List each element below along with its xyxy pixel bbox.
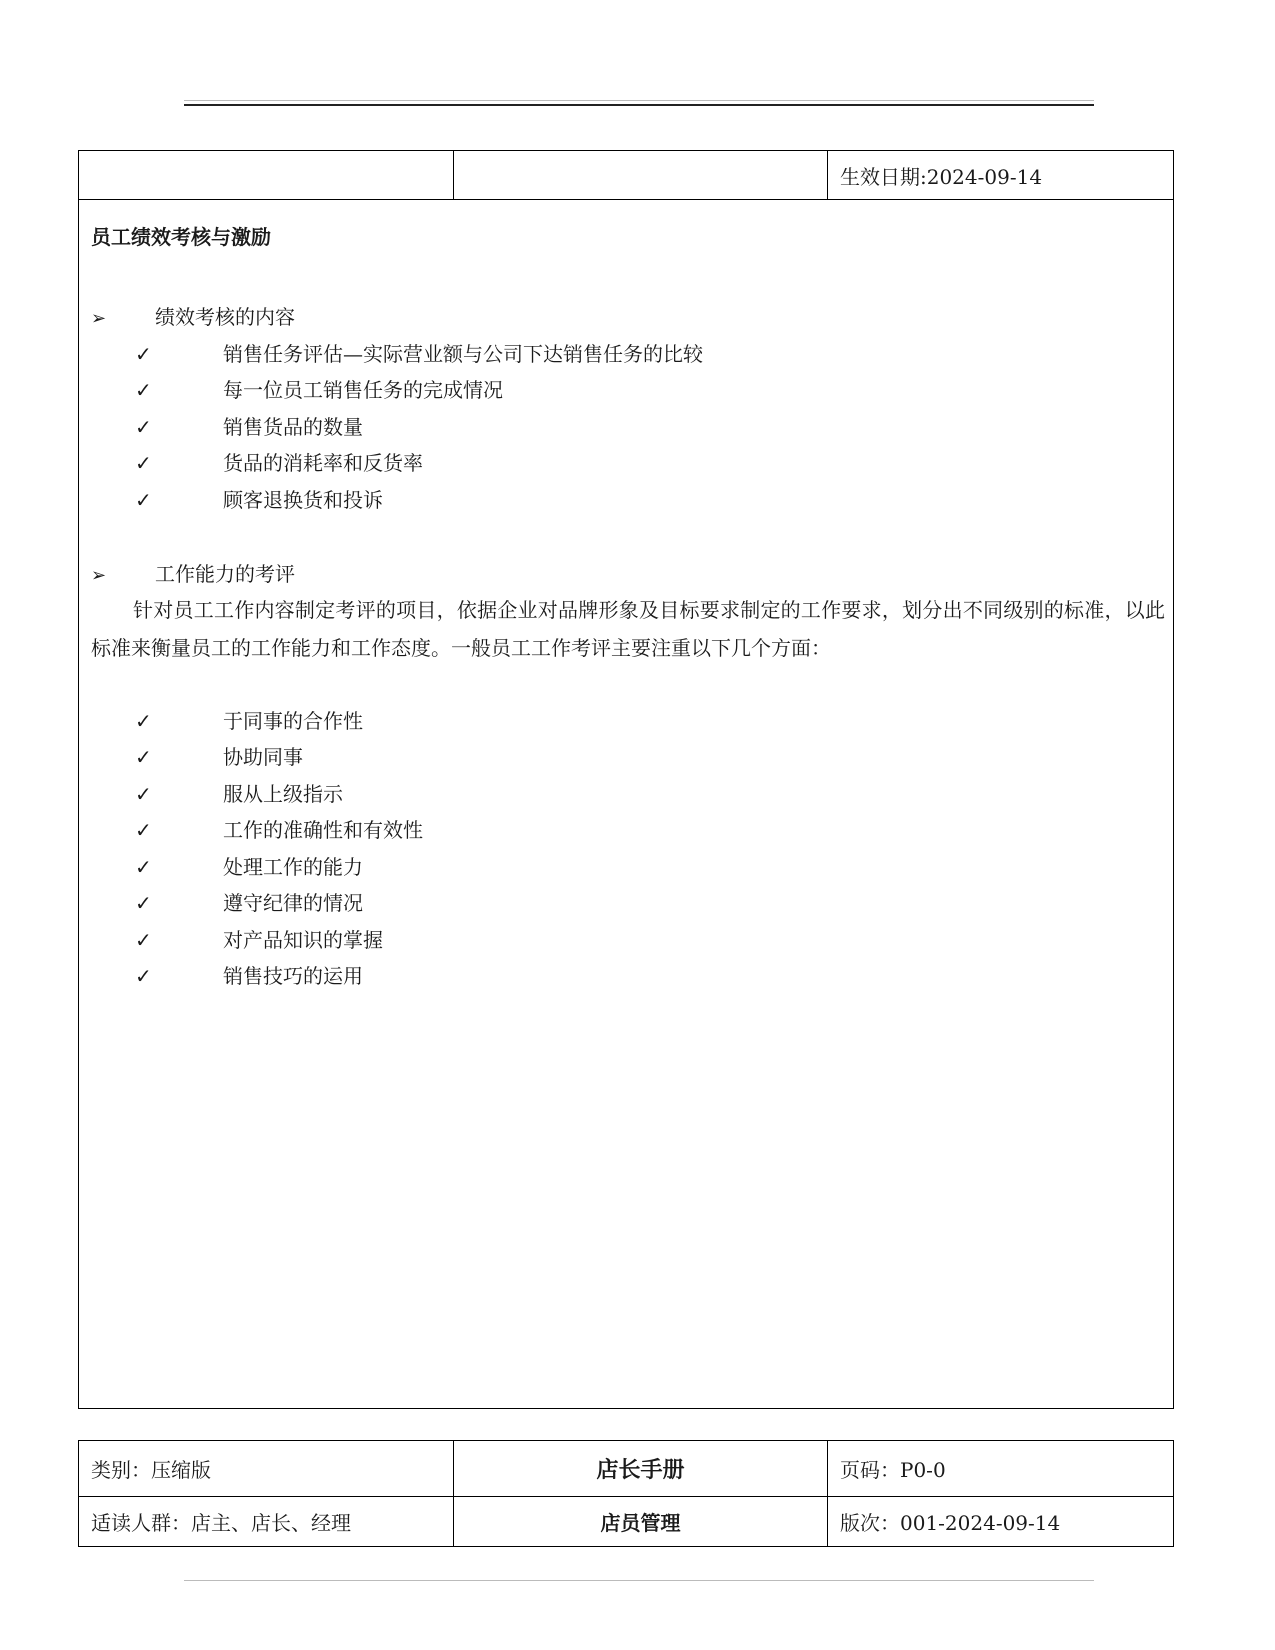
footer-rule [184,1580,1094,1581]
checkmark-icon: ✓ [135,342,152,366]
checkmark-icon: ✓ [135,928,152,952]
list-item [135,814,423,843]
section-heading-performance [91,301,295,330]
list-item [135,778,343,807]
footer-audience: 适读人群：店主、店长、经理 [79,1497,454,1546]
checkmark-icon: ✓ [135,709,152,733]
list-item-label: 销售任务评估—实际营业额与公司下达销售任务的比较 [223,342,703,366]
section-heading-label: 工作能力的考评 [155,562,295,586]
checkmark-icon: ✓ [135,818,152,842]
checkmark-icon: ✓ [135,855,152,879]
footer-row [79,1441,1173,1497]
page-title: 员工绩效考核与激励 [91,225,271,249]
arrow-bullet-icon: ➢ [91,565,107,586]
list-item-label: 服从上级指示 [223,782,343,806]
list-item-label: 顾客退换货和投诉 [223,488,383,512]
arrow-bullet-icon: ➢ [91,308,107,329]
list-item-label: 每一位员工销售任务的完成情况 [223,378,503,402]
checkmark-icon: ✓ [135,415,152,439]
list-item [135,924,383,953]
list-item-label: 销售技巧的运用 [223,964,363,988]
footer-chapter: 店员管理 [454,1497,828,1546]
section-paragraph: 针对员工工作内容制定考评的项目，依据企业对品牌形象及目标要求制定的工作要求，划分出不同级别的标准，以此标准来衡量员工的工作能力和工作态度。一般员工工作考评主要注重以下几个方面： [91,598,1165,660]
list-item [135,411,363,440]
list-item-label: 销售货品的数量 [223,415,363,439]
checkmark-icon: ✓ [135,964,152,988]
checkmark-icon: ✓ [135,488,152,512]
checkmark-icon: ✓ [135,451,152,475]
list-item [135,338,703,367]
section-heading-label: 绩效考核的内容 [155,305,295,329]
effective-date: 生效日期:2024-09-14 [840,164,1043,189]
list-item-label: 遵守纪律的情况 [223,891,363,915]
list-item [135,484,383,513]
list-item [135,741,303,770]
section-heading-ability [91,558,295,587]
checkmark-icon: ✓ [135,891,152,915]
footer-page-number: 页码：P0-0 [840,1458,946,1482]
footer-category: 类别：压缩版 [79,1441,454,1496]
footer-version: 版次：001-2024-09-14 [840,1511,1061,1535]
footer-row [79,1497,1173,1546]
list-item [135,705,363,734]
header-rule [184,104,1094,106]
document-footer-table [78,1440,1174,1547]
checkmark-icon: ✓ [135,782,152,806]
list-item-label: 处理工作的能力 [223,855,363,879]
checkmark-icon: ✓ [135,745,152,769]
document-body [78,199,1174,1409]
checkmark-icon: ✓ [135,378,152,402]
list-item [135,887,363,916]
header-rule-faint [184,100,1094,101]
list-item-label: 协助同事 [223,745,303,769]
list-item-label: 对产品知识的掌握 [223,928,383,952]
list-item [135,851,363,880]
header-cell-1 [79,151,454,199]
list-item-label: 货品的消耗率和反货率 [223,451,423,475]
list-item [135,960,363,989]
header-cell-2 [454,151,828,199]
list-item [135,447,423,476]
list-item-label: 工作的准确性和有效性 [223,818,423,842]
document-header-table [78,150,1174,200]
list-item-label: 于同事的合作性 [223,709,363,733]
list-item [135,374,503,403]
footer-manual-title: 店长手册 [454,1441,828,1496]
